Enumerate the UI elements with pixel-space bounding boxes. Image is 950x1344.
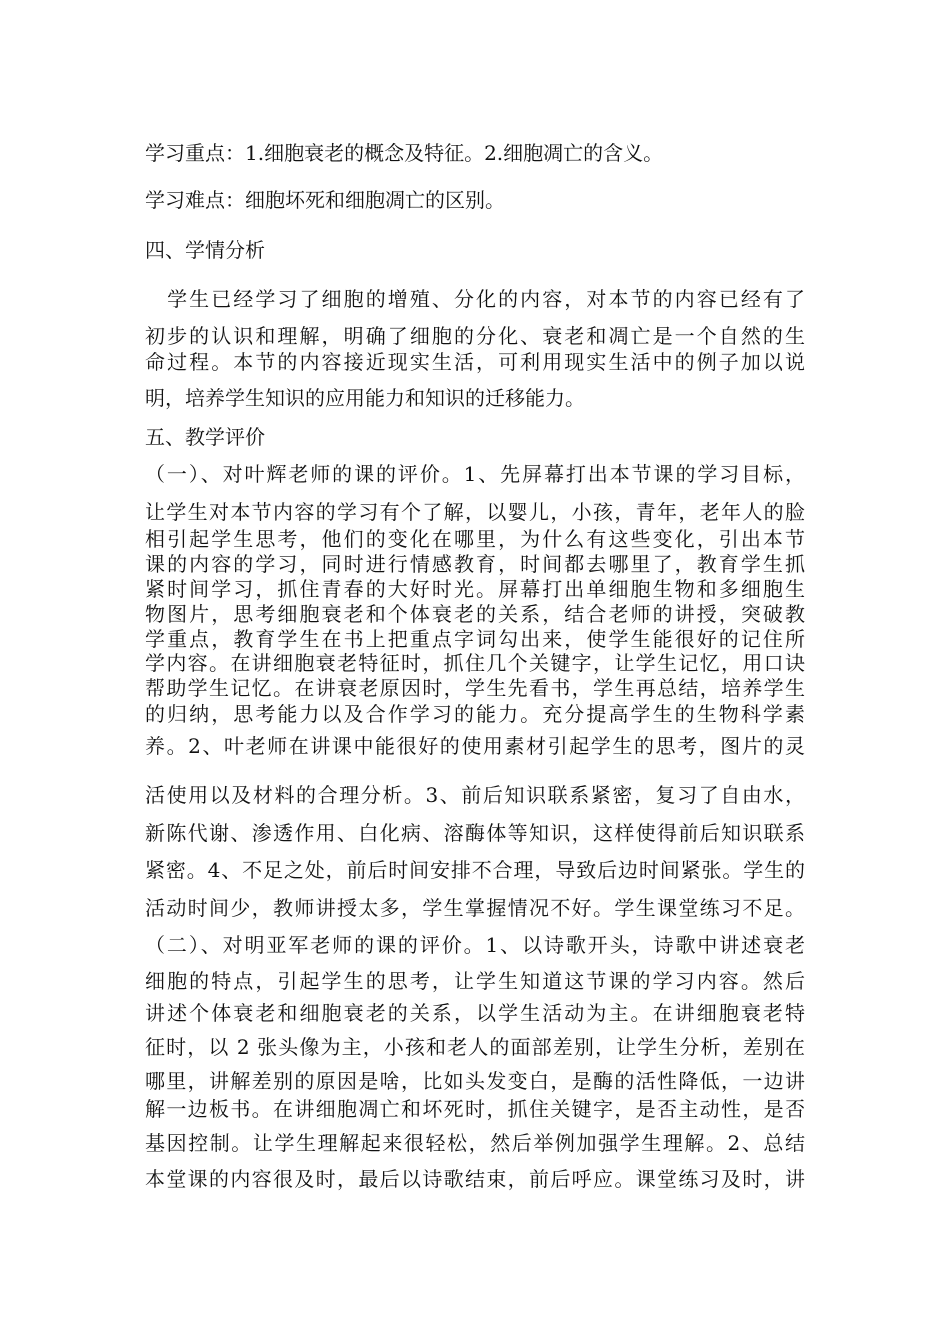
text-line: 养。2、叶老师在讲课中能很好的使用素材引起学生的思考，图片的灵 (145, 734, 805, 758)
text-line: 命过程。本节的内容接近现实生活，可利用现实生活中的例子加以说 (145, 350, 805, 374)
text-line: （一）、对叶辉老师的课的评价。1、先屏幕打出本节课的学习目标， (145, 462, 805, 486)
text-line: 学生已经学习了细胞的增殖、分化的内容，对本节的内容已经有了 (145, 287, 805, 311)
section-heading-analysis: 四、学情分析 (145, 238, 265, 262)
text-line: 紧密。4、不足之处，前后时间安排不合理，导致后边时间紧张。学生的 (145, 858, 805, 882)
text-line: 的归纳，思考能力以及合作学习的能力。充分提高学生的生物科学素 (145, 702, 805, 726)
text-line: 让学生对本节内容的学习有个了解，以婴儿，小孩，青年，老年人的脸 (145, 500, 805, 524)
text-line: 紧时间学习，抓住青春的大好时光。屏幕打出单细胞生物和多细胞生 (145, 577, 805, 601)
text-line: 帮助学生记忆。在讲衰老原因时，学生先看书，学生再总结，培养学生 (145, 676, 805, 700)
text-line: 讲述个体衰老和细胞衰老的关系，以学生活动为主。在讲细胞衰老特 (145, 1001, 805, 1025)
text-line: 细胞的特点，引起学生的思考，让学生知道这节课的学习内容。然后 (145, 969, 805, 993)
text-line: 本堂课的内容很及时，最后以诗歌结束，前后呼应。课堂练习及时，讲 (145, 1167, 805, 1191)
text-line: 相引起学生思考，他们的变化在哪里，为什么有这些变化，引出本节 (145, 527, 805, 551)
section-heading-evaluation: 五、教学评价 (145, 425, 265, 449)
text-line: 学内容。在讲细胞衰老特征时，抓住几个关键字，让学生记忆，用口诀 (145, 651, 805, 675)
difficulty-line: 学习难点：细胞坏死和细胞凋亡的区别。 (145, 188, 505, 212)
text-line: 活动时间少，教师讲授太多，学生掌握情况不好。学生课堂练习不足。 (145, 896, 805, 920)
text-line: 初步的认识和理解，明确了细胞的分化、衰老和凋亡是一个自然的生 (145, 324, 805, 348)
text-line: （二）、对明亚军老师的课的评价。1、以诗歌开头，诗歌中讲述衰老 (145, 933, 805, 957)
text-line: 课的内容的学习，同时进行情感教育，时间都去哪里了，教育学生抓 (145, 552, 805, 576)
key-points-line: 学习重点：1.细胞衰老的概念及特征。2.细胞凋亡的含义。 (145, 141, 664, 165)
text-line: 明，培养学生知识的应用能力和知识的迁移能力。 (145, 386, 585, 410)
text-line: 新陈代谢、渗透作用、白化病、溶酶体等知识，这样使得前后知识联系 (145, 821, 805, 845)
text-line: 基因控制。让学生理解起来很轻松，然后举例加强学生理解。2、总结 (145, 1131, 805, 1155)
text-line: 征时，以 2 张头像为主，小孩和老人的面部差别，让学生分析，差别在 (145, 1035, 805, 1059)
text-line: 活使用以及材料的合理分析。3、前后知识联系紧密，复习了自由水， (145, 783, 805, 807)
text-line: 哪里，讲解差别的原因是啥，比如头发变白，是酶的活性降低，一边讲 (145, 1069, 805, 1093)
text-line: 解一边板书。在讲细胞凋亡和坏死时，抓住关键字，是否主动性，是否 (145, 1097, 805, 1121)
text-line: 学重点，教育学生在书上把重点字词勾出来，使学生能很好的记住所 (145, 627, 805, 651)
text-line: 物图片，思考细胞衰老和个体衰老的关系，结合老师的讲授，突破教 (145, 602, 805, 626)
